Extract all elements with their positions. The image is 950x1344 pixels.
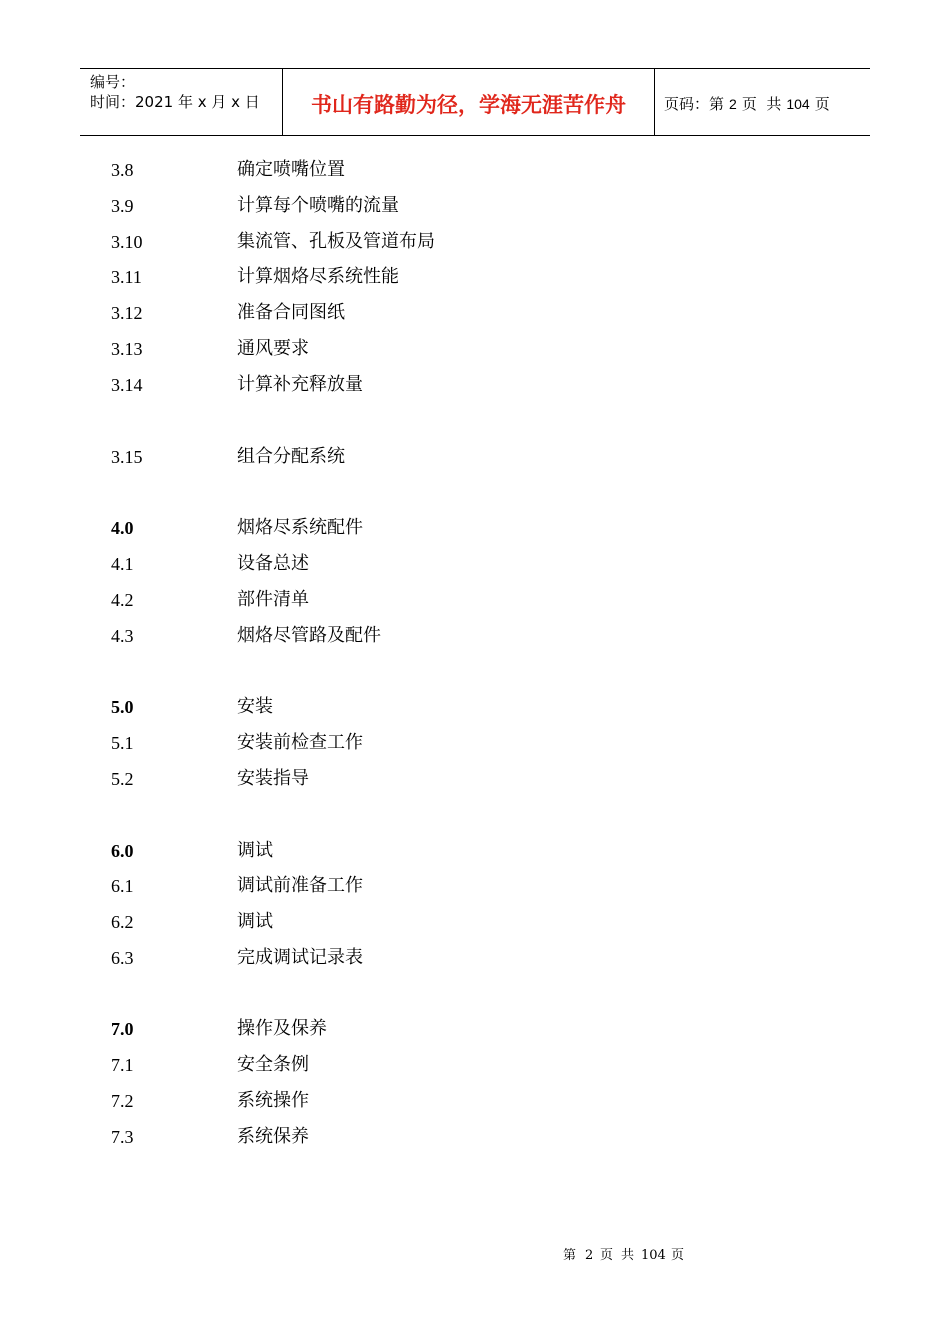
toc-section-number: 7.0 — [111, 1019, 134, 1039]
toc-number: 4.3 — [111, 626, 134, 646]
toc-title: 完成调试记录表 — [237, 947, 363, 968]
toc-row — [0, 1052, 950, 1078]
toc-title: 计算补充释放量 — [237, 374, 363, 395]
toc-title: 系统保养 — [237, 1126, 309, 1147]
toc-number: 3.10 — [111, 232, 143, 252]
toc-number: 3.15 — [111, 447, 143, 467]
toc-number: 4.2 — [111, 590, 134, 610]
toc-section-number: 5.0 — [111, 697, 134, 717]
toc-row — [0, 157, 950, 183]
toc-number: 3.12 — [111, 303, 143, 323]
toc-title: 组合分配系统 — [237, 446, 345, 467]
toc-title: 通风要求 — [237, 338, 309, 359]
toc-section-row — [0, 1016, 950, 1042]
toc-row — [0, 372, 950, 398]
toc-section-row — [0, 694, 950, 720]
toc-number: 7.3 — [111, 1127, 134, 1147]
toc-number: 6.2 — [111, 912, 134, 932]
toc-row — [0, 336, 950, 362]
toc-title: 集流管、孔板及管道布局 — [237, 231, 435, 252]
header-motto-text: 书山有路勤为径，学海无涯苦作舟 — [311, 93, 626, 117]
toc-section-number: 4.0 — [111, 518, 134, 538]
toc-section-title: 烟烙尽系统配件 — [237, 517, 363, 538]
toc-row — [0, 300, 950, 326]
toc-row — [0, 1124, 950, 1150]
header-page-current: 2 — [729, 95, 737, 112]
toc-section-title: 操作及保养 — [237, 1018, 327, 1039]
footer-ye2: 页 — [671, 1248, 685, 1263]
toc-number: 3.11 — [111, 267, 142, 287]
toc-title: 调试 — [237, 911, 273, 932]
toc-title: 计算烟烙尽系统性能 — [237, 266, 399, 287]
toc-section-row — [0, 838, 950, 864]
toc-row — [0, 909, 950, 935]
toc-row — [0, 730, 950, 756]
toc-number: 3.14 — [111, 375, 143, 395]
toc-row — [0, 623, 950, 649]
footer-ye: 页 — [600, 1248, 614, 1263]
toc-title: 确定喷嘴位置 — [237, 159, 345, 180]
toc-row — [0, 193, 950, 219]
toc-row — [0, 766, 950, 792]
header-date-label: 时间：2021 年 x 月 x 日 — [90, 93, 260, 111]
footer-page-total: 104 — [641, 1248, 666, 1263]
toc-section-row — [0, 515, 950, 541]
toc-row — [0, 229, 950, 255]
toc-section-number: 6.0 — [111, 841, 134, 861]
toc-title: 准备合同图纸 — [237, 302, 345, 323]
toc-row — [0, 264, 950, 290]
toc-title: 部件清单 — [237, 589, 309, 610]
footer-di: 第 — [563, 1248, 577, 1263]
header-page-mid: 页 共 — [741, 95, 782, 113]
header-number-label: 编号： — [90, 73, 136, 91]
toc-row — [0, 587, 950, 613]
header-page-total: 104 — [786, 95, 810, 112]
header-page-info — [655, 69, 870, 135]
toc-number: 5.2 — [111, 769, 134, 789]
toc-number: 6.3 — [111, 948, 134, 968]
toc-title: 设备总述 — [237, 553, 309, 574]
footer-gong: 共 — [621, 1248, 635, 1263]
toc-number: 4.1 — [111, 554, 134, 574]
toc-number: 3.8 — [111, 160, 134, 180]
toc-row — [0, 873, 950, 899]
toc-section-title: 安装 — [237, 696, 273, 717]
toc-title: 调试前准备工作 — [237, 875, 363, 896]
header-meta — [80, 69, 282, 135]
toc-number: 3.13 — [111, 339, 143, 359]
toc-row — [0, 1088, 950, 1114]
toc-section-title: 调试 — [237, 840, 273, 861]
toc-number: 7.1 — [111, 1055, 134, 1075]
toc-title: 安装指导 — [237, 768, 309, 789]
toc-title: 安全条例 — [237, 1054, 309, 1075]
toc-number: 5.1 — [111, 733, 134, 753]
toc-title: 安装前检查工作 — [237, 732, 363, 753]
header-page-prefix: 页码：第 — [664, 95, 725, 113]
toc-number: 7.2 — [111, 1091, 134, 1111]
toc-number: 3.9 — [111, 196, 134, 216]
toc-title: 系统操作 — [237, 1090, 309, 1111]
toc-row — [0, 444, 950, 470]
header-page-suffix: 页 — [814, 95, 830, 113]
footer-page-current: 2 — [585, 1248, 594, 1263]
toc-row — [0, 551, 950, 577]
toc-title: 计算每个喷嘴的流量 — [237, 195, 399, 216]
toc-number: 6.1 — [111, 876, 134, 896]
toc-title: 烟烙尽管路及配件 — [237, 625, 381, 646]
toc-row — [0, 945, 950, 971]
page-header — [80, 68, 870, 136]
header-motto — [282, 69, 655, 135]
